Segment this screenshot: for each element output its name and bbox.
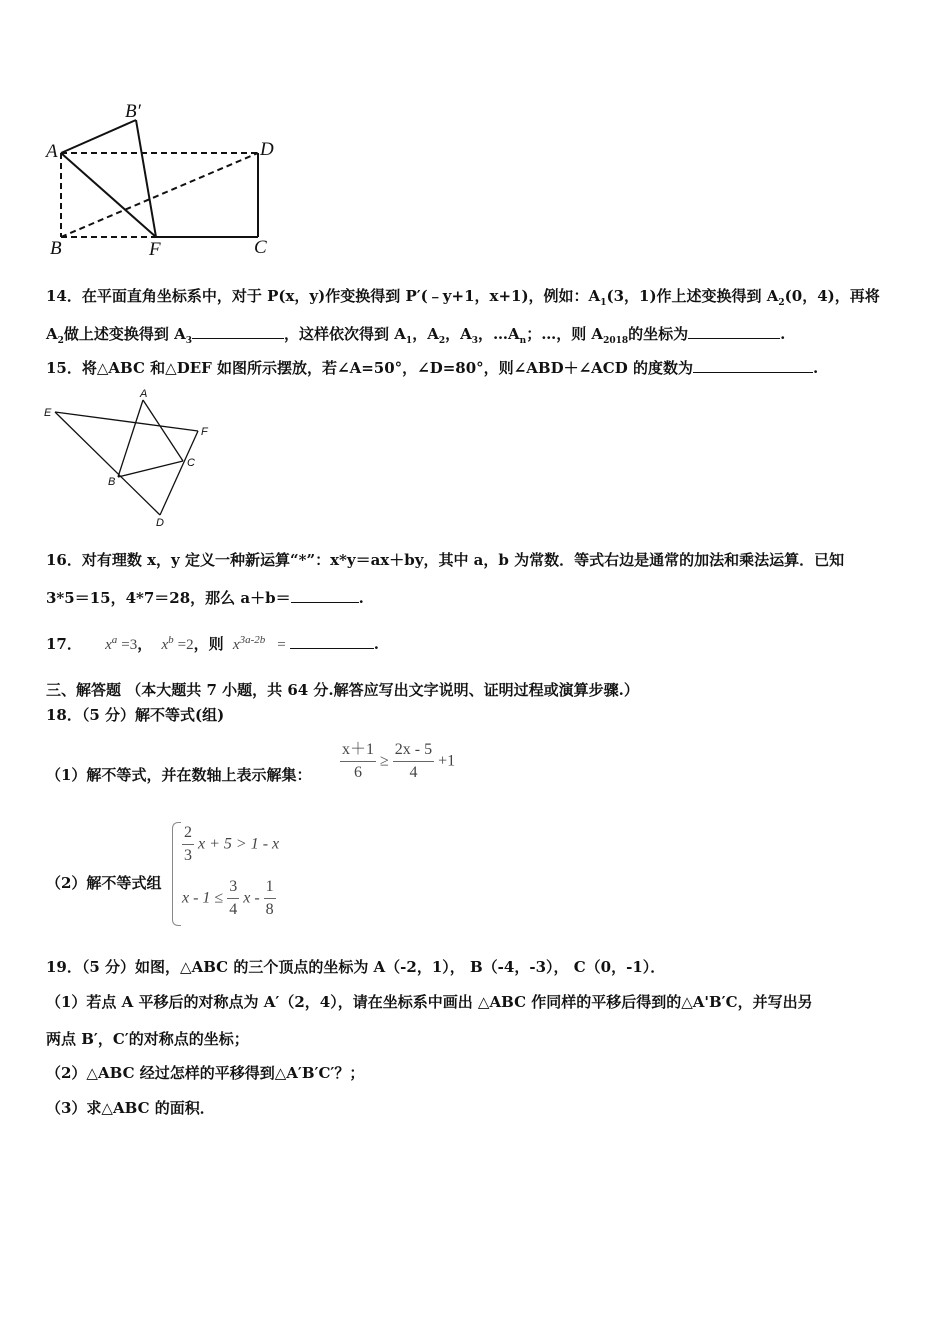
q19-part1-line2: 两点 B′，C′的对称点的坐标； (46, 1030, 249, 1048)
q16-line1: 16．对有理数 x，y 定义一种新运算“*”：x*y＝ax＋by，其中 a，b 为常数．等式右边是通常的加法和乘法运算．已知 (46, 551, 845, 569)
label-B: B (108, 476, 116, 488)
seg-BpF (136, 120, 156, 237)
section3-title: 三、解答题 （本大题共 7 小题，共 64 分.解答应写出文字说明、证明过程或演算步骤.） (46, 681, 639, 699)
label-E: E (44, 407, 52, 419)
q19-part3: （3）求△ABC 的面积． (46, 1099, 215, 1117)
seg-ED (55, 412, 160, 515)
q14-blank1[interactable] (192, 324, 284, 339)
seg-AC (143, 400, 183, 461)
q15-blank[interactable] (693, 358, 813, 373)
label-D: D (156, 517, 164, 529)
q18-part1: （1）解不等式，并在数轴上表示解集： (46, 766, 312, 784)
q18-system-ineq2: x - 1 ≤ $\frac{3}{4}$ x - $\frac{1}{8}$ (182, 876, 276, 921)
label-C: C (254, 237, 267, 258)
figure-rectangle-fold (40, 96, 290, 261)
q18-title: 18．（5 分）解不等式(组) (46, 706, 225, 724)
q16-line2: 3*5＝15，4*7＝28，那么 a＋b＝ . (46, 589, 364, 607)
q17-blank[interactable] (290, 634, 374, 649)
q14-line1: 14．在平面直角坐标系中，对于 P(x，y)作变换得到 P′(﹣y+1，x+1)，例如：$A_1(3$，1)作上述变换得到 $A_2(0$，4)，再将 (46, 287, 880, 308)
q18-part2: （2）解不等式组 (46, 874, 162, 892)
q14-blank2[interactable] (688, 324, 780, 339)
seg-ABp (61, 120, 136, 153)
q16-blank[interactable] (291, 588, 359, 603)
q18-system-ineq1: $\frac{2}{3}$ x + 5 > 1 - x (182, 822, 279, 867)
seg-BC (118, 461, 183, 477)
label-F: F (201, 426, 208, 438)
q19-title: 19．（5 分）如图，△ABC 的三个顶点的坐标为 A（-2，1）， B（-4，-3）， C（0，-1）． (46, 958, 666, 976)
seg-BD (61, 153, 258, 237)
seg-FD (160, 431, 198, 515)
label-C: C (187, 457, 195, 469)
label-B: B (50, 238, 62, 259)
q19-part2: （2）△ABC 经过怎样的平移得到△A′B′C′？； (46, 1064, 365, 1082)
q14-line2: $A_2$做上述变换得到 $A_3$ ，这样依次得到 $A_1$，$A_2$，$A_3$，$\dots A_n$；…，则 $A_{2018}$的坐标为 . (46, 325, 786, 346)
label-A: A (46, 141, 58, 162)
label-D: D (260, 139, 274, 160)
figure-two-triangles (40, 385, 220, 530)
q18-part1-formula: $\frac{x+1}{6}$ ≥ $\frac{2x - 5}{4}$ +1 (340, 739, 455, 784)
label-F: F (149, 239, 161, 260)
q18-system-brace (172, 822, 181, 926)
label-A: A (140, 388, 148, 400)
label-Bp: B′ (125, 101, 141, 122)
seg-AB (118, 400, 143, 477)
q17: 17． $x^a =3$， $x^b =2$，则 $x^{3a-2b}$ = . (46, 634, 379, 653)
q15-text: 15．将△ABC 和△DEF 如图所示摆放，若∠A=50°，∠D=80°，则∠ABD＋∠ACD 的度数为 . (46, 359, 819, 377)
seg-EF (55, 412, 198, 431)
seg-AF (61, 153, 156, 237)
q19-part1-line1: （1）若点 A 平移后的对称点为 A′（2，4），请在坐标系中画出 △ABC 作同样的平移后得到的△A'B′C，并写出另 (46, 993, 813, 1011)
